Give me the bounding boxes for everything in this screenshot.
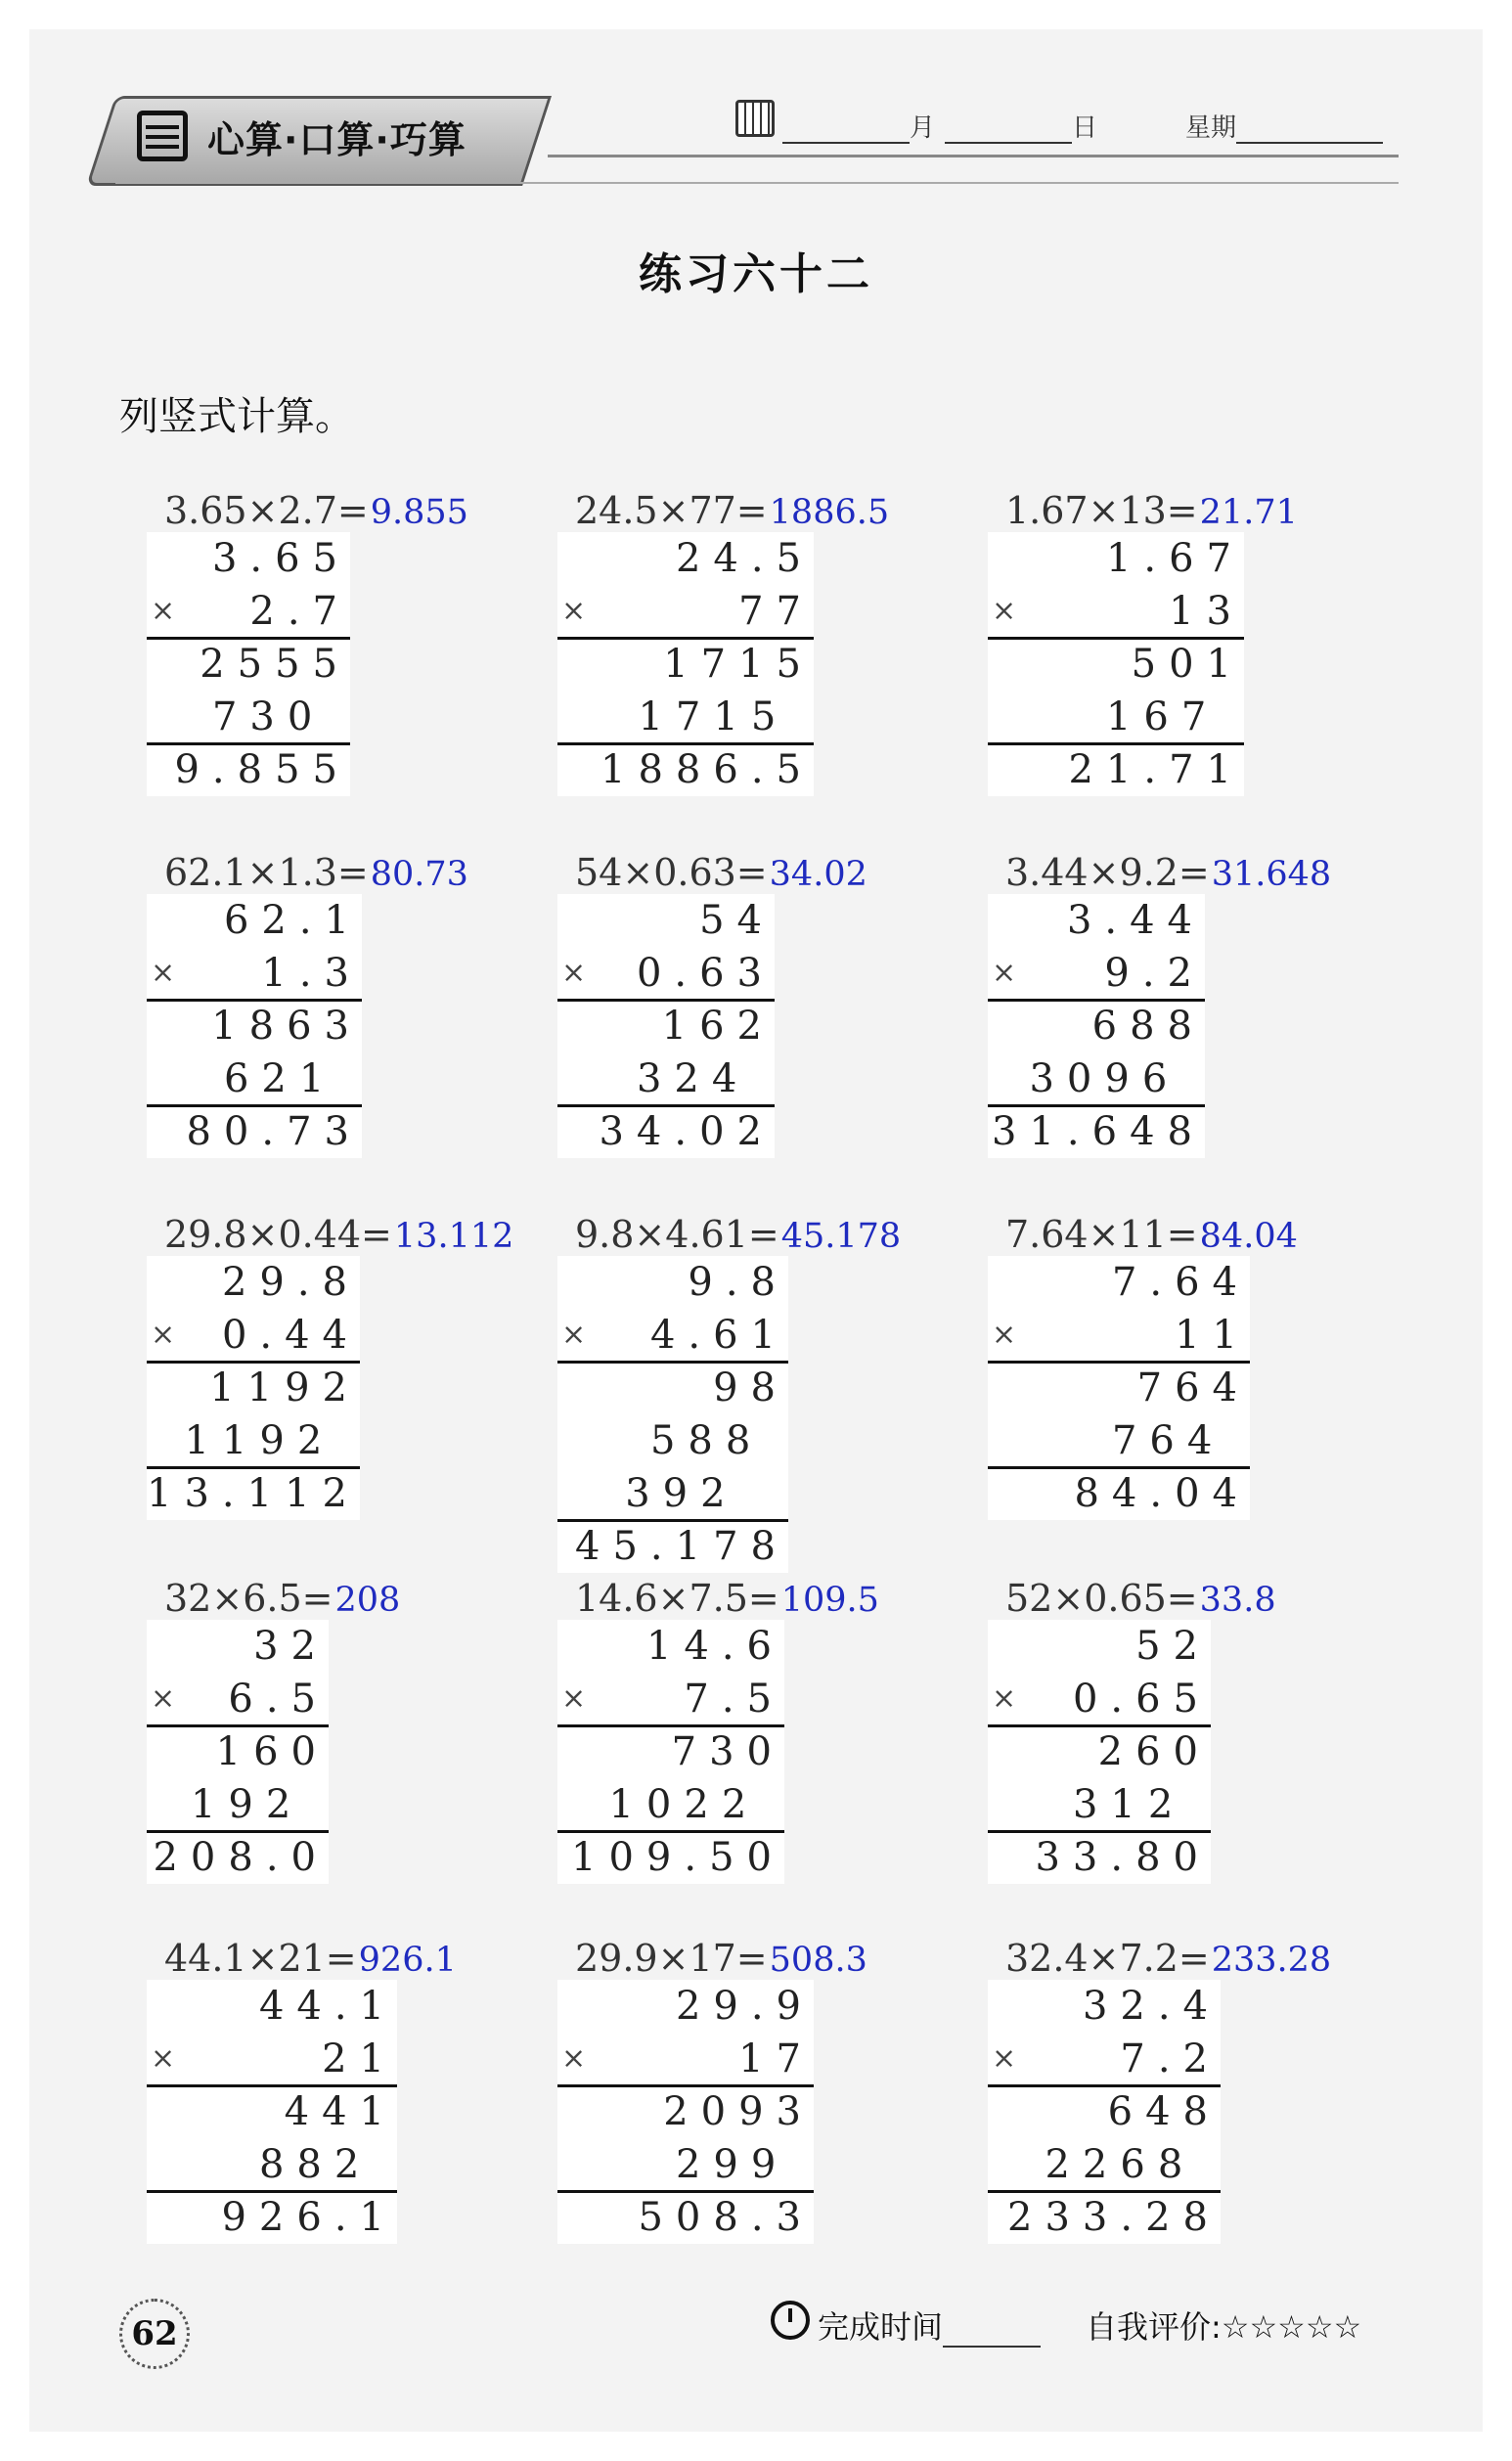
expression-text: 24.5×77= [575,489,768,532]
calc-digits: 29.8 [221,1260,360,1305]
multiply-sign: × [151,2041,176,2076]
header-rule-lower [115,182,1399,184]
multiply-sign: × [992,594,1017,628]
date-month-field: 月 [782,108,935,144]
calc-digits: 764 [1111,1418,1250,1463]
calc-digits: 441 [284,2089,397,2134]
problem-10 [147,1577,557,1890]
calc-row [147,2033,397,2085]
calc-row [147,2191,397,2244]
calc-digits: 730 [211,694,350,739]
handwritten-answer: 31.648 [1211,855,1332,894]
date-week-field: 星期 [1185,108,1383,144]
page-title: 练习六十二 [639,249,873,299]
calc-row [557,1831,784,1884]
multiply-sign: × [151,1681,176,1716]
calc-row [147,1467,360,1520]
vertical-calculation [557,894,775,1158]
calc-row [988,532,1244,585]
handwritten-answer: 45.178 [780,1217,902,1256]
calc-row [147,743,350,796]
calc-row [557,1362,788,1414]
calc-digits: 1.3 [261,951,362,996]
calc-row [557,947,775,1000]
clock-icon [771,2301,810,2340]
calc-row [988,2138,1221,2191]
calc-digits: 45.178 [575,1524,788,1569]
calc-row [557,1725,784,1778]
calc-digits: 1.67 [1105,536,1244,581]
problem-expression [164,1937,457,1980]
calc-row [557,1620,784,1673]
calc-digits: 926.1 [221,2195,397,2240]
multiply-sign: × [992,2041,1017,2076]
calc-digits: 3.44 [1066,898,1205,943]
calc-row [147,1980,397,2033]
expression-text: 52×0.65= [1005,1577,1198,1620]
calc-digits: 7.2 [1120,2036,1221,2081]
date-day-field: 日 [945,108,1097,144]
calc-row [147,1673,329,1725]
calendar-icon [735,100,775,137]
expression-text: 7.64×11= [1005,1213,1198,1256]
self-evaluation: 自我评价:☆☆☆☆☆ [1086,2308,1362,2346]
calc-row [147,947,362,1000]
expression-text: 32.4×7.2= [1005,1937,1210,1980]
calc-digits: 208.0 [153,1835,329,1880]
calc-row [147,532,350,585]
problem-expression [575,851,867,894]
handwritten-answer: 9.855 [370,493,468,532]
calc-row [557,1467,788,1520]
expression-text: 29.9×17= [575,1937,768,1980]
calc-row [147,1725,329,1778]
calc-digits: 167 [1105,694,1244,739]
vertical-calculation [147,1620,329,1884]
vertical-calculation [988,532,1244,796]
calc-digits: 1715 [663,642,814,687]
multiply-sign: × [151,594,176,628]
multiply-sign: × [561,1681,587,1716]
problem-expression [164,1577,400,1620]
calc-digits: 648 [1107,2089,1221,2134]
calc-digits: 13 [1169,589,1244,634]
problem-5 [557,851,968,1164]
expression-text: 29.8×0.44= [164,1213,392,1256]
calc-digits: 764 [1136,1365,1250,1410]
instruction-text: 列竖式计算。 [119,394,354,439]
calc-digits: 21.71 [1068,747,1244,792]
calc-row [988,1362,1250,1414]
handwritten-answer: 13.112 [393,1217,514,1256]
calc-row [557,2138,814,2191]
multiply-sign: × [151,1318,176,1352]
problem-8 [557,1213,968,1569]
calc-digits: 32 [253,1624,329,1669]
calc-row [988,1052,1205,1105]
calc-digits: 44.1 [258,1984,397,2029]
vertical-calculation [557,1980,814,2244]
calc-digits: 84.04 [1074,1471,1250,1516]
calc-row [147,638,350,691]
problem-expression [164,851,468,894]
calc-row [557,1052,775,1105]
calc-digits: 17 [738,2036,814,2081]
calc-row [557,691,814,743]
handwritten-answer: 926.1 [358,1941,457,1980]
section-title: 心算·口算·巧算 [207,118,467,161]
calc-digits: 2093 [663,2089,814,2134]
problem-12 [988,1577,1399,1890]
calc-row [988,1256,1250,1309]
multiply-sign: × [992,1681,1017,1716]
calc-row [988,1980,1221,2033]
calc-digits: 260 [1097,1729,1211,1774]
calc-digits: 21 [322,2036,397,2081]
vertical-calculation [988,894,1205,1158]
calc-digits: 233.28 [1007,2195,1221,2240]
vertical-calculation [988,1980,1221,2244]
calc-row [988,743,1244,796]
calc-digits: 52 [1135,1624,1211,1669]
calc-digits: 7.5 [684,1677,784,1722]
calc-digits: 9.855 [174,747,350,792]
problem-14 [557,1937,968,2250]
expression-text: 62.1×1.3= [164,851,369,894]
calc-row [557,532,814,585]
vertical-calculation [147,1256,360,1520]
calc-digits: 7.64 [1111,1260,1250,1305]
handwritten-answer: 33.8 [1199,1581,1276,1620]
problem-7 [147,1213,557,1526]
problem-11 [557,1577,968,1890]
calc-row [147,1052,362,1105]
calc-row [147,894,362,947]
calc-row [988,2085,1221,2138]
calc-row [988,585,1244,638]
calc-row [557,1105,775,1158]
calc-digits: 0.63 [636,951,775,996]
abacus-icon [137,111,188,161]
calc-digits: 1715 [638,694,814,739]
calc-row [557,2033,814,2085]
calc-digits: 3096 [1029,1056,1205,1101]
calc-digits: 14.6 [645,1624,784,1669]
calc-row [557,1520,788,1573]
expression-text: 54×0.63= [575,851,768,894]
calc-row [988,947,1205,1000]
calc-row [988,1414,1250,1467]
calc-row [147,1414,360,1467]
problem-9 [988,1213,1399,1526]
calc-digits: 1886.5 [600,747,814,792]
calc-row [557,1673,784,1725]
problem-expression [575,1937,867,1980]
calc-digits: 29.9 [675,1984,814,2029]
problem-1 [147,489,557,802]
calc-row [988,1467,1250,1520]
calc-row [147,1362,360,1414]
calc-digits: 1863 [211,1004,362,1049]
handwritten-answer: 80.73 [370,855,468,894]
calc-digits: 0.44 [221,1313,360,1358]
calc-digits: 730 [671,1729,784,1774]
rating-stars: ☆☆☆☆☆ [1221,2308,1362,2346]
vertical-calculation [988,1620,1211,1884]
calc-digits: 109.50 [571,1835,784,1880]
calc-row [147,2085,397,2138]
calc-row [988,1309,1250,1362]
multiply-sign: × [561,2041,587,2076]
multiply-sign: × [561,1318,587,1352]
calc-digits: 192 [190,1782,329,1827]
calc-row [557,894,775,947]
problem-expression [164,1213,513,1256]
expression-text: 14.6×7.5= [575,1577,779,1620]
calc-digits: 13.112 [147,1471,360,1516]
handwritten-answer: 1886.5 [769,493,890,532]
problem-expression [1005,489,1298,532]
calc-row [147,1105,362,1158]
calc-digits: 4.61 [649,1313,788,1358]
calc-digits: 2555 [200,642,350,687]
problem-4 [147,851,557,1164]
problem-expression [1005,1937,1331,1980]
calc-digits: 31.648 [992,1109,1205,1154]
calc-digits: 33.80 [1035,1835,1211,1880]
calc-digits: 11 [1175,1313,1250,1358]
calc-digits: 0.65 [1072,1677,1211,1722]
calc-row [147,1620,329,1673]
calc-row [988,691,1244,743]
problem-expression [1005,1577,1276,1620]
calc-digits: 501 [1131,642,1244,687]
calc-row [988,2191,1221,2244]
calc-digits: 54 [699,898,775,943]
calc-row [557,1778,784,1831]
calc-row [147,585,350,638]
problem-expression [575,489,889,532]
problem-15 [988,1937,1399,2250]
page-number: 62 [115,2295,194,2373]
calc-row [557,743,814,796]
calc-row [147,1778,329,1831]
multiply-sign: × [151,956,176,990]
header-rule [548,155,1399,157]
expression-text: 3.65×2.7= [164,489,369,532]
calc-row [557,1000,775,1052]
calc-row [557,1980,814,2033]
problem-expression [1005,1213,1298,1256]
calc-row [988,894,1205,947]
multiply-sign: × [992,956,1017,990]
calc-row [557,638,814,691]
calc-digits: 312 [1072,1782,1211,1827]
calc-row [147,1831,329,1884]
calc-digits: 34.02 [599,1109,775,1154]
calc-row [988,1000,1205,1052]
calc-digits: 588 [649,1418,788,1463]
calc-digits: 9.8 [688,1260,788,1305]
calc-digits: 2268 [1045,2142,1221,2187]
calc-row [557,1414,788,1467]
problem-expression [575,1213,901,1256]
calc-digits: 24.5 [675,536,814,581]
problem-13 [147,1937,557,2250]
handwritten-answer: 233.28 [1211,1941,1332,1980]
calc-digits: 160 [215,1729,329,1774]
calc-digits: 621 [223,1056,362,1101]
vertical-calculation [557,532,814,796]
calc-row [988,638,1244,691]
multiply-sign: × [561,956,587,990]
calc-row [988,1620,1211,1673]
calc-digits: 6.5 [228,1677,329,1722]
expression-text: 1.67×13= [1005,489,1198,532]
calc-row [988,1725,1211,1778]
problem-3 [988,489,1399,802]
calc-digits: 1192 [184,1418,360,1463]
calc-row [147,691,350,743]
problem-expression [1005,851,1331,894]
multiply-sign: × [992,1318,1017,1352]
expression-text: 3.44×9.2= [1005,851,1210,894]
calc-digits: 62.1 [223,898,362,943]
handwritten-answer: 208 [334,1581,401,1620]
calc-row [147,2138,397,2191]
calc-row [557,2085,814,2138]
calc-row [147,1000,362,1052]
calc-digits: 508.3 [638,2195,814,2240]
multiply-sign: × [561,594,587,628]
calc-row [988,1831,1211,1884]
calc-digits: 1192 [209,1365,360,1410]
vertical-calculation [147,532,350,796]
vertical-calculation [147,894,362,1158]
calc-row [147,1256,360,1309]
calc-digits: 324 [636,1056,775,1101]
handwritten-answer: 508.3 [769,1941,867,1980]
calc-digits: 9.2 [1104,951,1205,996]
vertical-calculation [557,1256,788,1573]
calc-digits: 3.65 [211,536,350,581]
handwritten-answer: 109.5 [780,1581,879,1620]
calc-digits: 882 [258,2142,397,2187]
calc-row [557,1309,788,1362]
handwritten-answer: 34.02 [769,855,867,894]
calc-digits: 32.4 [1082,1984,1221,2029]
calc-digits: 1022 [608,1782,784,1827]
vertical-calculation [147,1980,397,2244]
handwritten-answer: 21.71 [1199,493,1298,532]
calc-digits: 77 [738,589,814,634]
calc-digits: 392 [625,1471,788,1516]
calc-row [988,2033,1221,2085]
problem-expression [575,1577,879,1620]
calc-digits: 162 [661,1004,775,1049]
vertical-calculation [557,1620,784,1884]
completion-time-field: 完成时间 [818,2303,1041,2348]
calc-digits: 299 [675,2142,814,2187]
calc-row [988,1778,1211,1831]
calc-digits: 2.7 [249,589,350,634]
expression-text: 9.8×4.61= [575,1213,779,1256]
calc-row [147,1309,360,1362]
problem-2 [557,489,968,802]
handwritten-answer: 84.04 [1199,1217,1298,1256]
problem-expression [164,489,468,532]
problem-6 [988,851,1399,1164]
calc-row [557,585,814,638]
calc-row [557,1256,788,1309]
calc-digits: 80.73 [186,1109,362,1154]
vertical-calculation [988,1256,1250,1520]
calc-row [557,2191,814,2244]
calc-digits: 688 [1091,1004,1205,1049]
expression-text: 44.1×21= [164,1937,357,1980]
calc-row [988,1105,1205,1158]
calc-digits: 98 [713,1365,788,1410]
expression-text: 32×6.5= [164,1577,334,1620]
calc-row [988,1673,1211,1725]
